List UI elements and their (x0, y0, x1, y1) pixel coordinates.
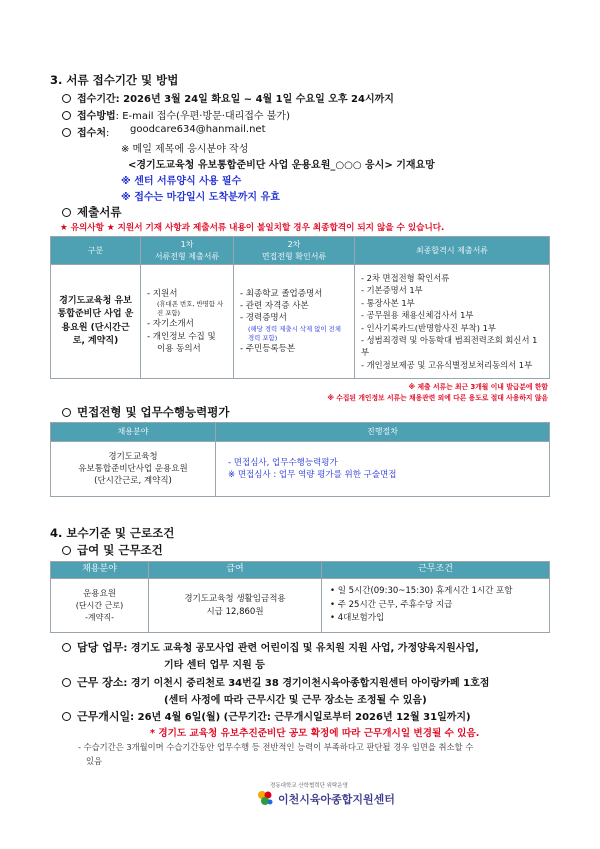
mail-subject-note: ※ 메일 제목에 응시분야 작성 (121, 144, 249, 155)
start-value: : 26년 4월 6일(월) (근무기간: 근무개시일로부터 2026년 12월 31일까지) (130, 712, 471, 723)
docs-title-row (62, 204, 121, 220)
header-pay-field: 채용분야 (51, 562, 149, 579)
start-row (62, 708, 471, 724)
first-docs-cell: - 지원서 (휴대폰 번호, 반명함 사진 포함) - 자기소개서 - 개인정보 수집 및 이용 동의서 (141, 265, 234, 379)
circle-bullet-icon (62, 712, 71, 721)
probation-note: - 수습기간은 3개월이며 수습기간동안 업무수행 등 전반적인 능력이 부족하다고 판단될 경우 임면을 취소할 수 (78, 742, 474, 752)
workplace-label: 근무 장소 (77, 676, 124, 689)
header-field: 채용분야 (51, 423, 216, 442)
start-label: 근무개시일 (77, 710, 131, 723)
email-address[interactable]: goodcare634@hanmail.net (130, 124, 266, 135)
pay-title: 급여 및 근무조건 (77, 543, 163, 557)
period-row (62, 90, 394, 105)
interview-title-row (62, 404, 229, 420)
documents-table (50, 236, 550, 379)
duty-row (62, 639, 479, 655)
header-procedure: 진행절차 (216, 423, 550, 442)
method-label: 접수방법 (77, 111, 116, 122)
section3-title: 3. 서류 접수기간 및 방법 (50, 73, 179, 87)
center-logo-icon (256, 789, 274, 807)
circle-bullet-icon (62, 111, 71, 120)
duty-value-cont: 기타 센터 업무 지원 등 (164, 660, 265, 671)
interview-title: 면접전형 및 업무수행능력평가 (77, 405, 230, 419)
place-label: 접수처 (77, 128, 106, 139)
deadline-note: ※ 접수는 마감일시 도착분까지 유효 (121, 192, 280, 203)
final-docs-cell: - 2차 면접전형 확인서류 - 기본증명서 1부 - 통장사본 1부 - 공무원용 채용신체검사서 1부 - 인사기록카드(반명함사진 부착) 1부 - 성범죄경력 및 아동학대 범죄전력조회 회신서 1부 - 개인정보제공 및 고유식별정보처리동의서 1부 (355, 265, 550, 379)
circle-bullet-icon (62, 546, 71, 555)
period-value: : 2026년 3월 24일 화요일 ~ 4월 1일 수요일 오후 24시까지 (115, 94, 394, 105)
circle-bullet-icon (62, 128, 71, 137)
header-final: 최종합격시 제출서류 (355, 237, 550, 265)
interview-field-cell: 경기도교육청 유보통합준비단사업 운용요원 (단시간근로, 계약직) (51, 442, 216, 497)
footer-center-name: 이천시육아종합지원센터 (278, 793, 395, 806)
workplace-row (62, 674, 489, 690)
workplace-value: : 경기 이천시 중리천로 34번길 38 경기이천시육아종합지원센터 아이랑카페 1호점 (123, 678, 490, 689)
interview-steps-cell: - 면접심사, 업무수행능력평가 ※ 면접심사 : 업무 역량 평가를 위한 구술면접 (216, 442, 550, 497)
header-second: 2차 면접전형 확인서류 (234, 237, 355, 265)
circle-bullet-icon (62, 408, 71, 417)
method-row (62, 107, 290, 122)
pay-table (50, 561, 550, 633)
footnote-privacy: ※ 수집된 개인정보 서류는 채용관련 외에 다른 용도로 절대 사용하지 않음 (327, 394, 548, 402)
pay-title-row (62, 542, 163, 558)
pay-field-cell: 운용요원 (단시간 근로) -계약직- (51, 579, 149, 633)
interview-table (50, 422, 550, 497)
place-colon: : (105, 128, 110, 139)
duty-value: : 경기도 교육청 공모사업 관련 어린이집 및 유치원 지원 사업, 가정양육지원사업, (123, 643, 479, 654)
header-conditions: 근무조건 (322, 562, 550, 579)
conditions-cell: • 일 5시간(09:30~15:30) 휴게시간 1시간 포함 • 주 25시간 근무, 주휴수당 지급 • 4대보험가입 (322, 579, 550, 633)
probation-note-cont: 있음 (86, 756, 103, 766)
duty-label: 담당 업무 (77, 641, 124, 654)
docs-warning: ★ 유의사항 ★ 지원서 기재 사항과 제출서류 내용이 불일치할 경우 최종합격이 되지 않을 수 있습니다. (60, 223, 445, 233)
docs-title: 제출서류 (77, 205, 122, 219)
circle-bullet-icon (62, 94, 71, 103)
header-pay: 급여 (149, 562, 322, 579)
method-value: : E-mail 접수(우편·방문·대리접수 불가) (115, 111, 290, 122)
section4-title: 4. 보수기준 및 근로조건 (50, 526, 175, 540)
header-category: 구분 (51, 237, 141, 265)
category-cell: 경기도교육청 유보통합준비단 사업 운용요원 (단시간근로, 계약직) (51, 265, 141, 379)
circle-bullet-icon (62, 208, 71, 217)
place-row (62, 124, 109, 139)
footnote-recent-docs: ※ 제출 서류는 최근 3개월 이내 발급분에 한함 (408, 383, 548, 391)
start-change-note: * 경기도 교육청 유보추진준비단 공모 확정에 따라 근무개시일 변경될 수 있음. (150, 728, 480, 739)
workplace-note: (센터 사정에 따라 근무시간 및 근무 장소는 조정될 수 있음) (164, 695, 427, 706)
pay-cell: 경기도교육청 생활임금적용 시급 12,860원 (149, 579, 322, 633)
circle-bullet-icon (62, 678, 71, 687)
form-required-note: ※ 센터 서류양식 사용 필수 (121, 176, 242, 187)
circle-bullet-icon (62, 643, 71, 652)
footer-operator: 경동대학교 산학협력단 위탁운영 (270, 783, 348, 789)
header-first: 1차 서류전형 제출서류 (141, 237, 234, 265)
second-docs-cell: - 최종학교 졸업증명서 - 관련 자격증 사본 - 경력증명서 (해당 경력 제출시 삭제 없이 전체 경력 포함) - 주민등록등본 (234, 265, 355, 379)
period-label: 접수기간 (77, 94, 116, 105)
mail-subject-format: <경기도교육청 유보통합준비단 사업 운용요원_○○○ 응시> 기재요망 (128, 160, 435, 171)
